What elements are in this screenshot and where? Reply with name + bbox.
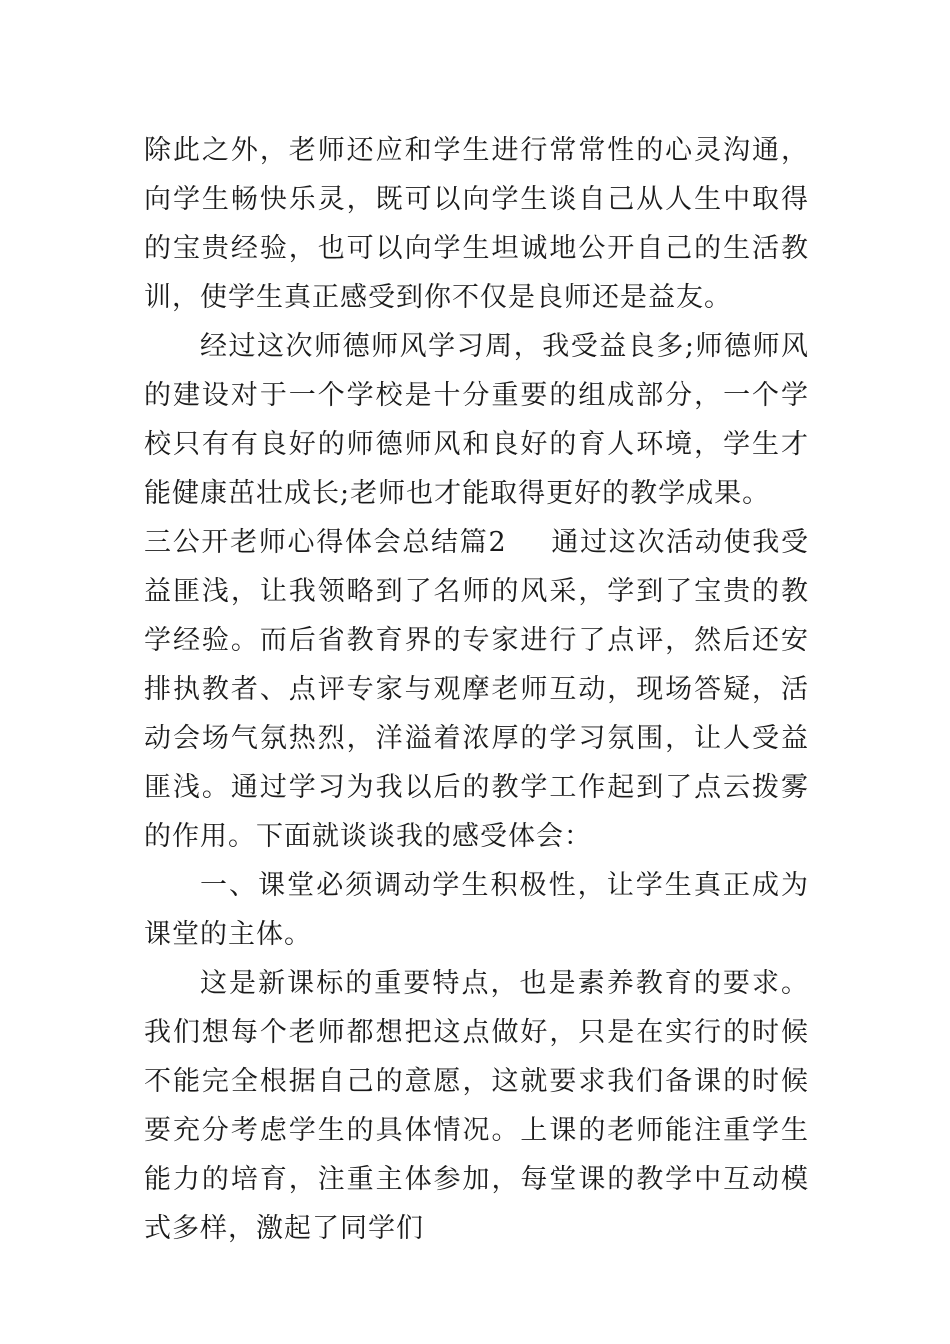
paragraph-point-one: 一、课堂必须调动学生积极性，让学生真正成为课堂的主体。 bbox=[144, 870, 809, 950]
section-intro-text: 通过这次活动使我受益匪浅，让我领略到了名师的风采，学到了宝贵的教学经验。而后省教育界的专家进行了点评，然后还安排执教者、点评专家与观摩老师互动，现场答疑，活动会场气氛热烈，洋溢着浓厚的学习氛围，让人受益匪浅。通过学习为我以后的教学工作起到了点云拨雾的作用。下面就谈谈我的感受体会： bbox=[144, 527, 810, 852]
document-body bbox=[144, 126, 809, 1253]
paragraph-new-curriculum: 这是新课标的重要特点，也是素养教育的要求。我们想每个老师都想把这点做好，只是在实行的时候不能完全根据自己的意愿，这就要求我们备课的时候要充分考虑学生的具体情况。上课的老师能注重学生能力的培育，注重主体参加，每堂课的教学中互动模式多样，激起了同学们 bbox=[144, 968, 809, 1244]
section-heading: 三公开老师心得体会总结篇2 bbox=[144, 527, 507, 558]
paragraph-study-week: 经过这次师德师风学习周，我受益良多;师德师风的建设对于一个学校是十分重要的组成部分，一个学校只有有良好的师德师风和良好的育人环境，学生才能健康茁壮成长;老师也才能取得更好的教学成果。 bbox=[144, 331, 809, 509]
section-2-intro-paragraph bbox=[144, 518, 809, 861]
paragraph-teacher-communication: 除此之外，老师还应和学生进行常常性的心灵沟通，向学生畅快乐灵，既可以向学生谈自己从人生中取得的宝贵经验，也可以向学生坦诚地公开自己的生活教训，使学生真正感受到你不仅是良师还是益友。 bbox=[144, 135, 809, 313]
